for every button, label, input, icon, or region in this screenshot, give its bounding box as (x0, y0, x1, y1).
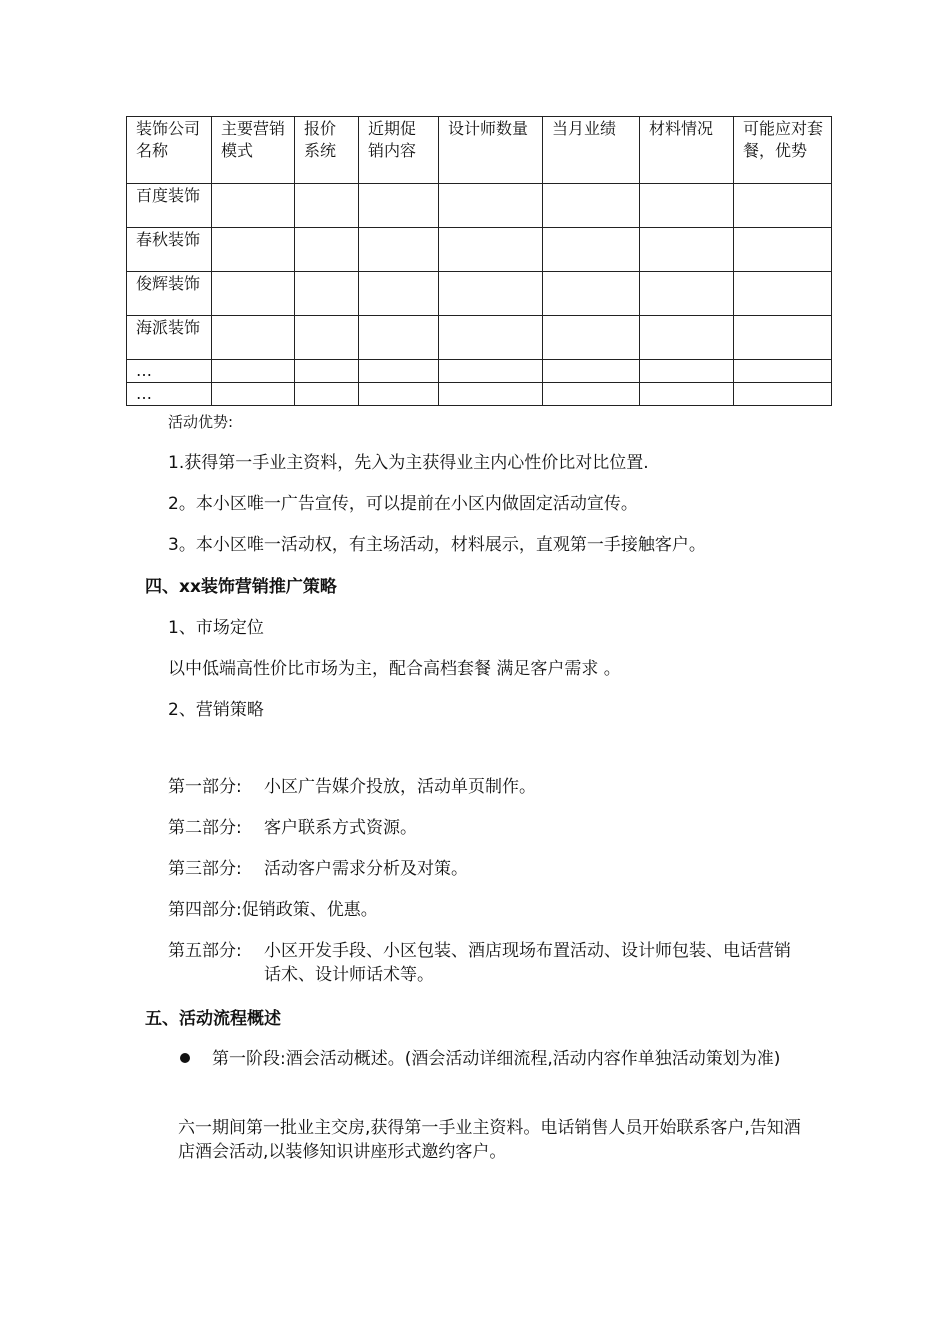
part-label: 第四部分: (168, 900, 242, 920)
table-cell (543, 383, 640, 406)
table-cell (640, 184, 734, 228)
advantage-item: 3。本小区唯一活动权，有主场活动，材料展示，直观第一手接触客户。 (168, 535, 706, 555)
section-5-paragraph: 六一期间第一批业主交房,获得第一手业主资料。电话销售人员开始联系客户,告知酒店酒会活动,以装修知识讲座形式邀约客户。 (178, 1118, 801, 1162)
advantage-item: 2。本小区唯一广告宣传，可以提前在小区内做固定活动宣传。 (168, 494, 638, 514)
table-cell (295, 383, 359, 406)
table-row (127, 228, 832, 272)
strategy-part (168, 939, 804, 987)
competitor-table (126, 116, 832, 406)
table-cell (295, 316, 359, 360)
table-cell (640, 316, 734, 360)
part-label: 第三部分: (168, 859, 242, 879)
header-cell: 设计师数量 (439, 117, 543, 184)
table-cell (295, 360, 359, 383)
table-row (127, 272, 832, 316)
table-cell (359, 184, 439, 228)
header-cell: 报价系统 (295, 117, 359, 184)
bullet-icon (180, 1053, 190, 1063)
table-cell (295, 272, 359, 316)
table-cell (359, 360, 439, 383)
table-cell (640, 383, 734, 406)
header-cell: 近期促销内容 (359, 117, 439, 184)
part-text: 促销政策、优惠。 (241, 900, 378, 920)
table-cell (439, 383, 543, 406)
table-cell (543, 228, 640, 272)
table-cell (734, 228, 832, 272)
section-4-heading: 四、xx装饰营销推广策略 (145, 577, 337, 597)
table-cell (439, 228, 543, 272)
header-cell: 主要营销模式 (212, 117, 295, 184)
table-cell (439, 316, 543, 360)
company-name-cell: 海派装饰 (127, 316, 212, 360)
table-cell (359, 272, 439, 316)
company-name-cell: 俊辉装饰 (127, 272, 212, 316)
part-text: 小区广告媒介投放，活动单页制作。 (264, 777, 536, 797)
header-cell: 材料情况 (640, 117, 734, 184)
table-cell (439, 272, 543, 316)
table-cell (543, 272, 640, 316)
company-name-cell: 百度装饰 (127, 184, 212, 228)
part-label: 第五部分: (168, 941, 242, 961)
table-cell (295, 228, 359, 272)
table-row (127, 360, 832, 383)
table-cell (212, 184, 295, 228)
table-cell (359, 316, 439, 360)
table-cell (359, 228, 439, 272)
part-text: 小区开发手段、小区包装、酒店现场布置活动、设计师包装、电话营销话术、设计师话术等。 (264, 941, 791, 985)
table-cell (543, 316, 640, 360)
table-cell (359, 383, 439, 406)
part-label: 第二部分: (168, 818, 242, 838)
table-cell (212, 272, 295, 316)
bullet-text-content: 第一阶段:酒会活动概述。(酒会活动详细流程,活动内容作单独活动策划为准) (212, 1049, 781, 1069)
table-cell (640, 272, 734, 316)
strategy-part (168, 857, 804, 881)
table-row (127, 184, 832, 228)
positioning-text: 以中低端高性价比市场为主，配合高档套餐 满足客户需求 。 (168, 659, 621, 679)
table-row (127, 316, 832, 360)
table-cell (734, 272, 832, 316)
subheading-positioning: 1、市场定位 (168, 618, 264, 638)
table-cell (543, 360, 640, 383)
table-cell (543, 184, 640, 228)
company-name-cell: … (127, 383, 212, 406)
advantages-title: 活动优势: (168, 413, 234, 431)
header-cell: 装饰公司名称 (127, 117, 212, 184)
strategy-part (168, 775, 804, 799)
table-cell (212, 316, 295, 360)
table-cell (640, 360, 734, 383)
part-text: 客户联系方式资源。 (264, 818, 417, 838)
company-name-cell: 春秋装饰 (127, 228, 212, 272)
table-cell (734, 360, 832, 383)
table-cell (640, 228, 734, 272)
table-cell (734, 383, 832, 406)
section-5-heading: 五、活动流程概述 (145, 1009, 281, 1029)
header-cell: 当月业绩 (543, 117, 640, 184)
table-cell (295, 184, 359, 228)
table-cell (212, 360, 295, 383)
bullet-text (212, 1047, 812, 1071)
subheading-strategy: 2、营销策略 (168, 700, 264, 720)
table-cell (439, 184, 543, 228)
strategy-part (168, 816, 804, 840)
table-header-row (127, 117, 832, 184)
part-text: 活动客户需求分析及对策。 (264, 859, 468, 879)
table-cell (212, 383, 295, 406)
strategy-part (168, 898, 782, 922)
table-cell (734, 184, 832, 228)
company-name-cell: … (127, 360, 212, 383)
advantage-item: 1.获得第一手业主资料，先入为主获得业主内心性价比对比位置. (168, 453, 649, 473)
header-cell: 可能应对套餐，优势 (734, 117, 832, 184)
table-cell (734, 316, 832, 360)
table-row (127, 383, 832, 406)
table-cell (212, 228, 295, 272)
table-cell (439, 360, 543, 383)
part-label: 第一部分: (168, 777, 242, 797)
